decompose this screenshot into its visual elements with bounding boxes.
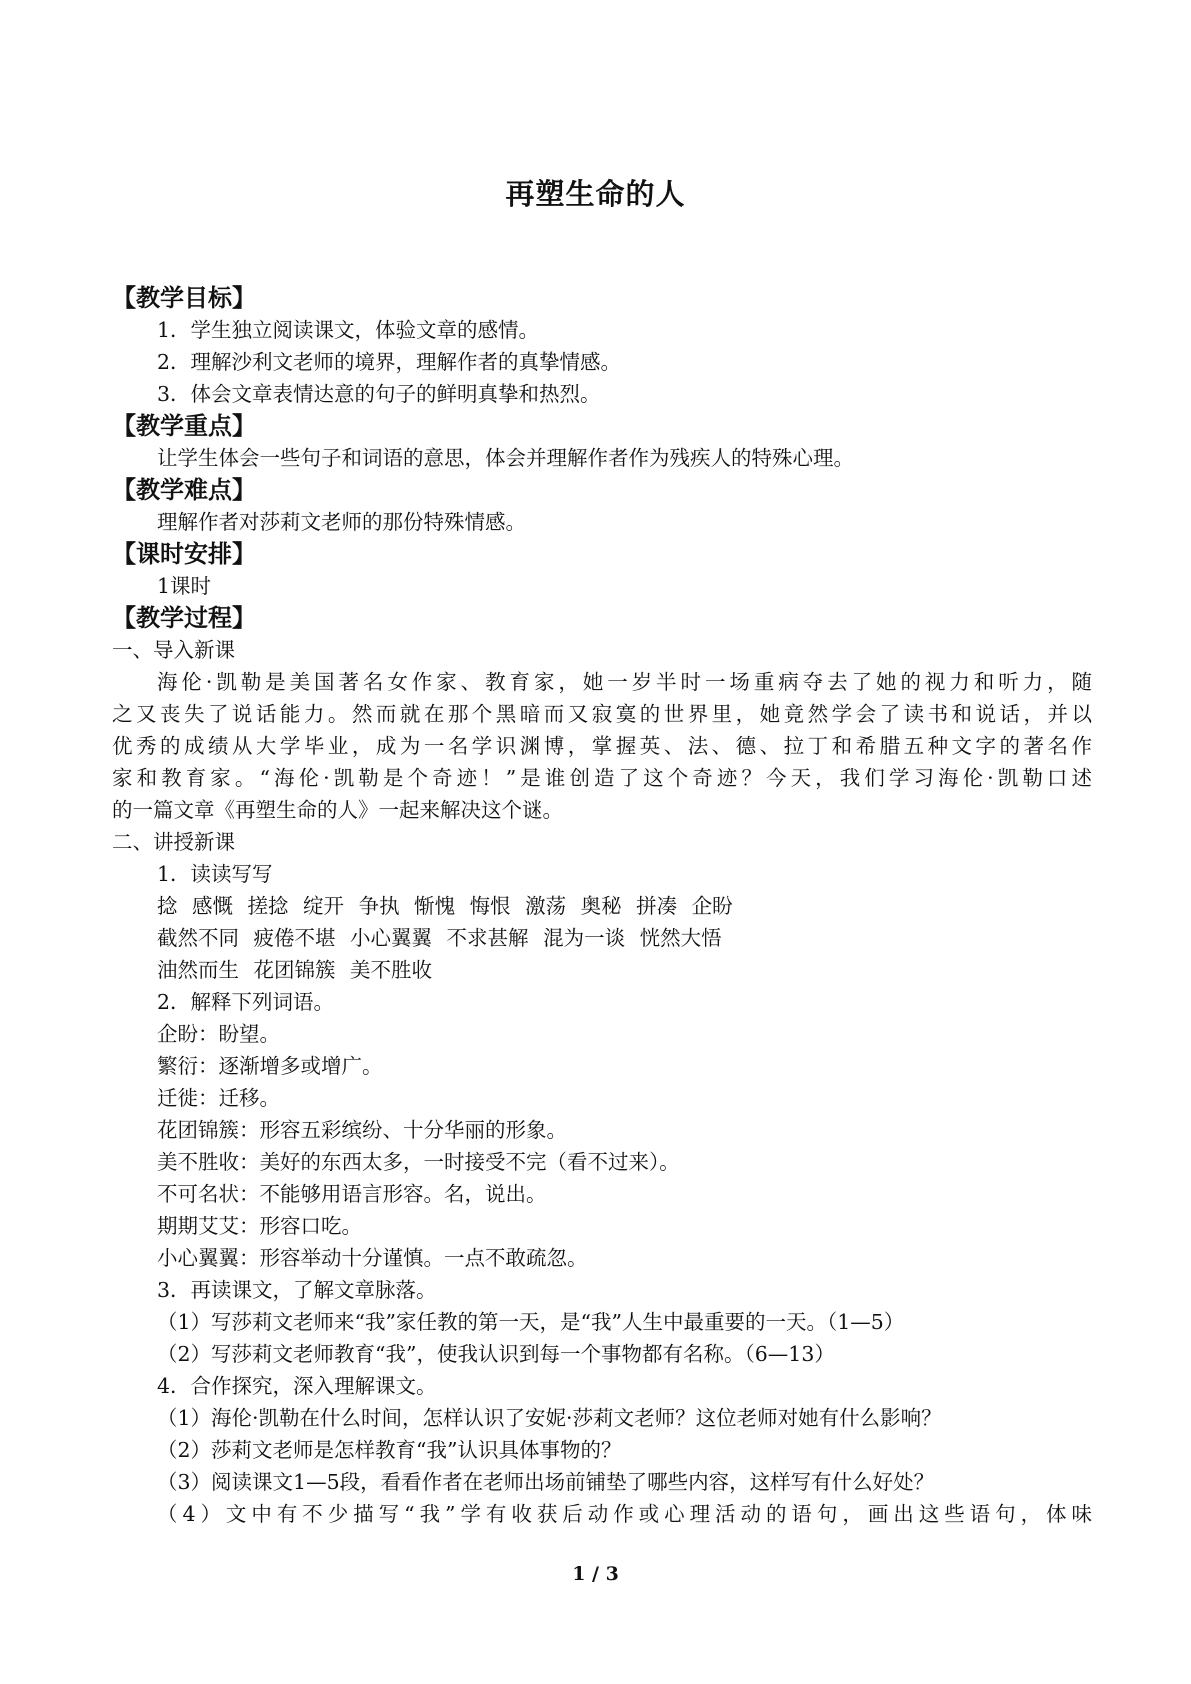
text-line: 家和教育家。“海伦·凯勒是个奇迹！”是谁创造了这个奇迹？今天，我们学习海伦·凯勒口述 [112, 766, 1092, 790]
text-line: 油然而生 花团锦簇 美不胜收 [157, 958, 433, 982]
text-line: 3．再读课文，了解文章脉落。 [157, 1278, 437, 1302]
text-line: 4．合作探究，深入理解课文。 [157, 1374, 437, 1398]
text-line: 企盼：盼望。 [157, 1022, 280, 1046]
text-line: 1．学生独立阅读课文，体验文章的感情。 [157, 318, 540, 342]
text-line: （3）阅读课文1—5段，看看作者在老师出场前铺垫了哪些内容，这样写有什么好处？ [157, 1470, 935, 1494]
text-line: 优秀的成绩从大学毕业，成为一名学识渊博，掌握英、法、德、拉丁和希腊五种文字的著名作 [112, 734, 1092, 758]
text-line: 之又丧失了说话能力。然而就在那个黑暗而又寂寞的世界里，她竟然学会了读书和说话，并以 [112, 702, 1092, 726]
text-line: 2．解释下列词语。 [157, 990, 335, 1014]
text-line: 3．体会文章表情达意的句子的鲜明真挚和热烈。 [157, 382, 601, 406]
text-line: 美不胜收：美好的东西太多，一时接受不完（看不过来）。 [157, 1150, 680, 1174]
text-line: 截然不同 疲倦不堪 小心翼翼 不求甚解 混为一谈 恍然大悟 [157, 926, 722, 950]
text-line: （1）海伦·凯勒在什么时间，怎样认识了安妮·莎莉文老师？这位老师对她有什么影响？ [157, 1406, 942, 1430]
text-line: 期期艾艾：形容口吃。 [157, 1214, 362, 1238]
text-line: （2）莎莉文老师是怎样教育“我”认识具体事物的？ [157, 1438, 622, 1462]
page-title: 再塑生命的人 [505, 177, 686, 211]
text-line: 海伦·凯勒是美国著名女作家、教育家，她一岁半时一场重病夺去了她的视力和听力，随 [157, 670, 1092, 694]
text-line: 不可名状：不能够用语言形容。名，说出。 [157, 1182, 547, 1206]
text-line: 2．理解沙利文老师的境界，理解作者的真挚情感。 [157, 350, 622, 374]
section-heading: 【课时安排】 [112, 540, 256, 568]
text-line: 花团锦簇：形容五彩缤纷、十分华丽的形象。 [157, 1118, 567, 1142]
text-line: 繁衍：逐渐增多或增广。 [157, 1054, 383, 1078]
section-heading: 【教学过程】 [112, 604, 256, 632]
section-heading: 【教学重点】 [112, 412, 256, 440]
text-line: （2）写莎莉文老师教育“我”，使我认识到每一个事物都有名称。（6—13） [157, 1342, 835, 1366]
text-line: 一、导入新课 [112, 638, 235, 662]
text-line: 二、讲授新课 [112, 830, 235, 854]
section-heading: 【教学难点】 [112, 476, 256, 504]
text-line: 1．读读写写 [157, 862, 273, 886]
text-line: 迁徙：迁移。 [157, 1086, 280, 1110]
text-line: 捻 感慨 搓捻 绽开 争执 惭愧 悔恨 激荡 奥秘 拼凑 企盼 [157, 894, 733, 918]
page-number: 1 / 3 [572, 1563, 619, 1585]
text-line: 理解作者对莎莉文老师的那份特殊情感。 [157, 510, 526, 534]
text-line: 小心翼翼：形容举动十分谨慎。一点不敢疏忽。 [157, 1246, 588, 1270]
section-heading: 【教学目标】 [112, 284, 256, 312]
text-line: 1课时 [157, 574, 212, 598]
text-line: 让学生体会一些句子和词语的意思，体会并理解作者作为残疾人的特殊心理。 [157, 446, 854, 470]
document-body [112, 282, 1092, 1530]
text-line: （1）写莎莉文老师来“我”家任教的第一天，是“我”人生中最重要的一天。（1—5） [157, 1310, 905, 1334]
text-line: 的一篇文章《再塑生命的人》一起来解决这个谜。 [112, 798, 563, 822]
text-line: （4）文中有不少描写“我”学有收获后动作或心理活动的语句，画出这些语句，体味 [157, 1502, 1092, 1526]
